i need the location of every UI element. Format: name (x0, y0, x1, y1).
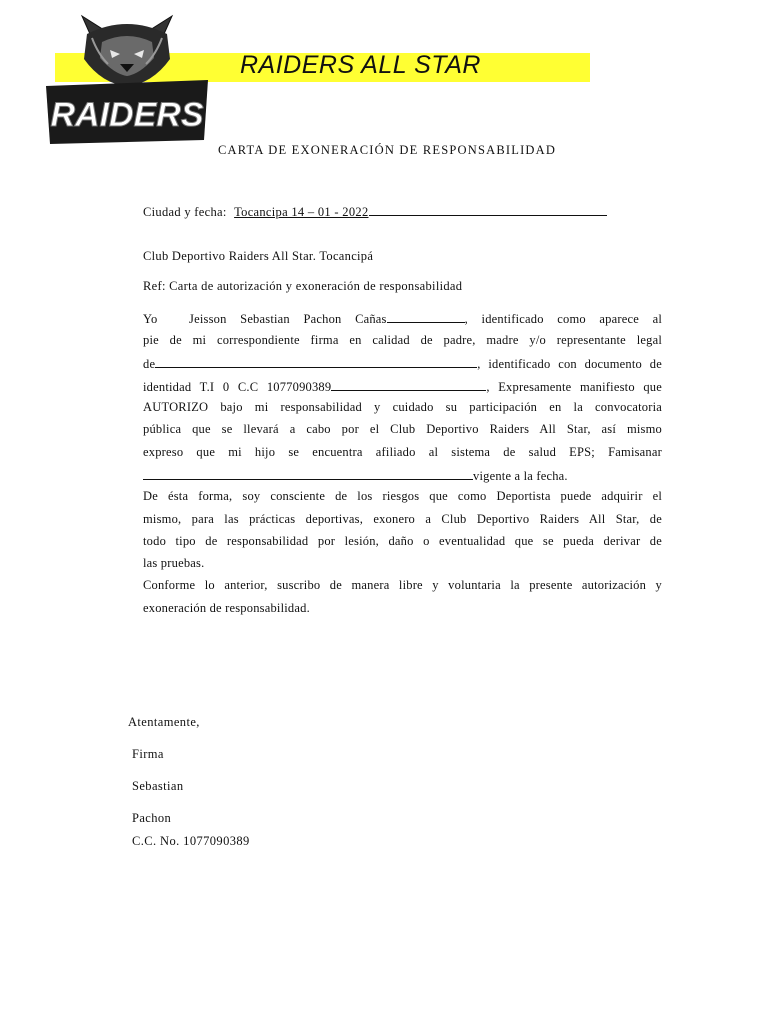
body-line-10: mismo, para las prácticas deportivas, exonero a Club Deportivo Raiders All Star, de (143, 512, 662, 526)
blank-line (155, 355, 477, 368)
body-text: , identificado como aparece al (464, 312, 662, 326)
body-line-4 (143, 378, 662, 395)
body-line-5: AUTORIZO bajo mi responsabilidad y cuidado su participación en la convocatoria (143, 400, 662, 414)
raiders-logo (42, 14, 212, 146)
body-line-12: las pruebas. (143, 556, 205, 570)
closing: Atentamente, (128, 715, 200, 729)
signer-last-name: Pachon (132, 811, 172, 825)
body-line-11: todo tipo de responsabilidad por lesión, daño o eventualidad que se pueda derivar de (143, 534, 662, 548)
body-line-8 (143, 467, 662, 484)
id-number: identidad T.I 0 C.C 1077090389 (143, 380, 332, 394)
city-date-value: Tocancipa 14 – 01 - 2022 (234, 205, 369, 219)
body-line-13: Conforme lo anterior, suscribo de manera libre y voluntaria la presente autorización y (143, 578, 662, 592)
signature-label: Firma (132, 747, 164, 761)
signer-id: C.C. No. 1077090389 (132, 834, 250, 848)
body-text: vigente a la fecha. (473, 469, 568, 483)
body-line-2: pie de mi correspondiente firma en calidad de padre, madre y/o representante legal (143, 333, 662, 347)
ref-line: Ref: Carta de autorización y exoneración de responsabilidad (143, 279, 463, 293)
signer-first-name: Sebastian (132, 779, 184, 793)
city-date-line (143, 203, 607, 220)
page-title: RAIDERS ALL STAR (240, 51, 481, 79)
body-line-1 (143, 310, 662, 327)
body-text: , identificado con documento de (477, 357, 662, 371)
body-line-3 (143, 355, 662, 372)
logo-text: RAIDERS (50, 96, 204, 134)
body-text: Yo (143, 312, 158, 326)
body-line-7: expreso que mi hijo se encuentra afiliado al sistema de salud EPS; Famisanar (143, 445, 662, 459)
city-date-label: Ciudad y fecha: (143, 205, 227, 219)
blank-line (143, 467, 473, 480)
document-title: CARTA DE EXONERACIÓN DE RESPONSABILIDAD (218, 143, 557, 157)
blank-line (331, 378, 486, 391)
blank-line (387, 310, 465, 323)
body-line-6: pública que se llevará a cabo por el Club Deportivo Raiders All Star, así mismo (143, 422, 662, 436)
body-text: de (143, 357, 156, 371)
parent-name: Jeisson Sebastian Pachon Cañas (189, 312, 387, 326)
blank-line (369, 203, 607, 216)
club-line: Club Deportivo Raiders All Star. Tocancipá (143, 249, 374, 263)
wolf-head-icon (42, 14, 212, 146)
body-line-14: exoneración de responsabilidad. (143, 601, 310, 615)
body-text: , Expresamente manifiesto que (486, 380, 662, 394)
body-line-9: De ésta forma, soy consciente de los riesgos que como Deportista puede adquirir el (143, 489, 662, 503)
